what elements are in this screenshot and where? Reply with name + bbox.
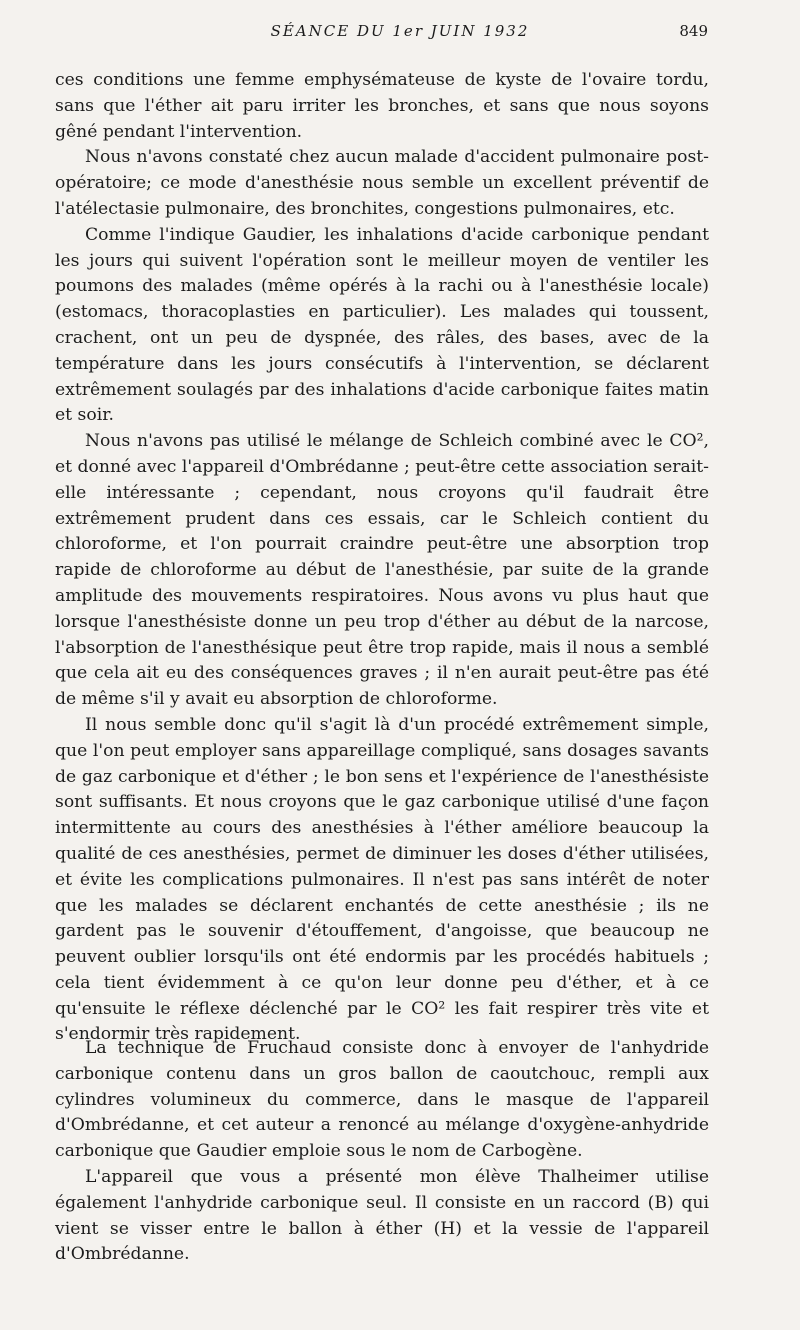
running-head	[0, 20, 800, 44]
paragraph: Il nous semble donc qu'il s'agit là d'un procédé extrêmement simple, que l'on peut employer sans appareillage compliqué, sans dosages savants de gaz carbonique et d'éther ; le bon sens et l'expérience de l'anesthésiste sont suffisants. Et nous croyons que le gaz carbonique utilisé d'une façon intermittente au cours des anesthésies à l'éther améliore beaucoup la qualité de ces anesthésies, permet de diminuer les doses d'éther utilisées, et évite les complications pulmonaires. Il n'est pas sans intérêt de noter que les malades se déclarent enchantés de cette anesthésie ; ils ne gardent pas le souvenir d'étouffement, d'angoisse, que beaucoup ne peuvent oublier lorsqu'ils ont été endormis par les procédés habituels ; cela tient évidemment à ce qu'on leur donne peu d'éther, et à ce qu'ensuite le réflexe déclenché par le CO² les fait respirer très vite et s'endormir très rapidement.	[55, 714, 709, 1045]
page-number: 849	[679, 22, 708, 40]
paragraph: L'appareil que vous a présenté mon élève Thalheimer utilise également l'anhydride carbonique seul. Il consiste en un raccord (B) qui vient se visser entre le ballon à éther (H) et la vessie de l'appareil d'Ombrédanne.	[55, 1166, 709, 1265]
paragraph: Nous n'avons constaté chez aucun malade d'accident pulmonaire post-opératoire; ce mode d'anesthésie nous semble un excellent préventif de l'atélectasie pulmonaire, des bronchites, congestions pulmonaires, etc.	[55, 147, 709, 219]
paragraph: Comme l'indique Gaudier, les inhalations d'acide carbonique pendant les jours qui suivent l'opération sont le meilleur moyen de ventiler les poumons des malades (même opérés à la rachi ou à l'anesthésie locale) (estomacs, thoracoplasties en particulier). Les malades qui toussent, crachent, ont un peu de dyspnée, des râles, des bases, avec de la température dans les jours consécutifs à l'intervention, se déclarent extrêmement soulagés par des inhalations d'acide carbonique faites matin et soir.	[55, 224, 709, 426]
body-text-upper	[55, 68, 709, 1048]
paragraph: ces conditions une femme emphysémateuse de kyste de l'ovaire tordu, sans que l'éther ait paru irriter les bronches, et sans que nous soyons gêné pendant l'intervention.	[55, 70, 709, 142]
body-text-lower	[55, 1036, 709, 1268]
paragraph: Nous n'avons pas utilisé le mélange de Schleich combiné avec le CO², et donné avec l'appareil d'Ombrédanne ; peut-être cette association serait-elle intéressante ; cependant, nous croyons qu'il faudrait être extrêmement prudent dans ces essais, car le Schleich contient du chloroforme, et l'on pourrait craindre peut-être une absorption trop rapide de chloroforme au début de l'anesthésie, par suite de la grande amplitude des mouvements respiratoires. Nous avons vu plus haut que lorsque l'anesthésiste donne un peu trop d'éther au début de la narcose, l'absorption de l'anesthésique peut être trop rapide, mais il nous a semblé que cela ait eu des conséquences graves ; il n'en aurait peut-être pas été de même s'il y avait eu absorption de chloroforme.	[55, 431, 709, 710]
paragraph: La technique de Fruchaud consiste donc à envoyer de l'anhydride carbonique contenu dans un gros ballon de caoutchouc, rempli aux cylindres volumineux du commerce, dans le masque de l'appareil d'Ombrédanne, et cet auteur a renoncé au mélange d'oxygène-anhydride carbonique que Gaudier emploie sous le nom de Carbogène.	[55, 1038, 709, 1162]
running-title: SÉANCE DU 1er JUIN 1932	[270, 22, 530, 40]
